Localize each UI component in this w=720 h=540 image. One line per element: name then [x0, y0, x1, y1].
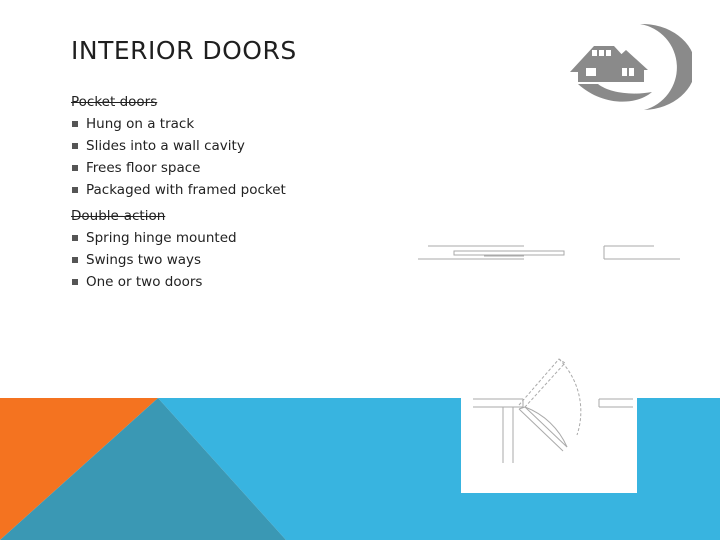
double-action-list [71, 227, 411, 293]
pocket-door-plan-drawing [416, 242, 686, 264]
pocket-doors-list [71, 113, 411, 201]
slide-body [71, 91, 411, 297]
list-item: Hung on a track [71, 113, 411, 135]
list-item: Slides into a wall cavity [71, 135, 411, 157]
double-action-door-drawing [461, 355, 637, 493]
slide-title: INTERIOR DOORS [71, 36, 297, 65]
section-heading-double-action: Double-action [71, 208, 166, 224]
section-heading-pocket-doors: Pocket doors [71, 94, 158, 110]
list-item: Packaged with framed pocket [71, 179, 411, 201]
list-item: One or two doors [71, 271, 411, 293]
list-item: Spring hinge mounted [71, 227, 411, 249]
list-item: Swings two ways [71, 249, 411, 271]
list-item: Frees floor space [71, 157, 411, 179]
house-logo-icon [568, 22, 692, 114]
